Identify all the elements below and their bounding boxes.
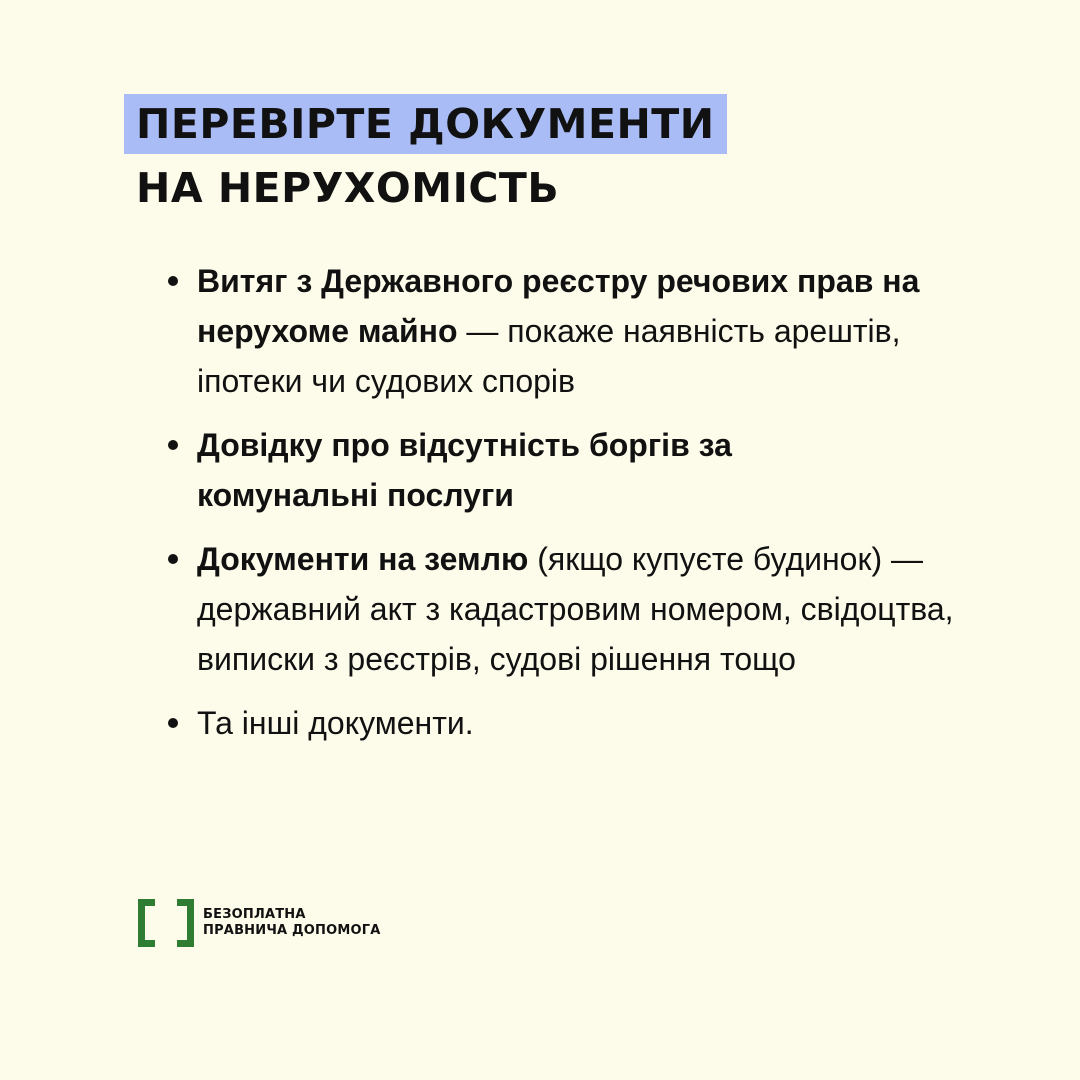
bullet-icon [168,276,178,286]
bullet-icon [168,718,178,728]
list-item [166,256,966,406]
page-title [124,94,727,218]
left-bracket-icon [138,899,155,947]
list-item-bold: Витяг з Державного реєстру речових прав на нерухоме майно [197,263,920,349]
list-item-text: Та інші документи. [197,705,474,741]
title-line-2: НА НЕРУХОМІСТЬ [136,164,560,212]
logo [138,899,381,947]
logo-text [203,907,381,939]
list-item [166,420,966,520]
title-line-1: ПЕРЕВІРТЕ ДОКУМЕНТИ [124,94,727,154]
logo-text-line-1: БЕЗОПЛАТНА [203,907,306,922]
logo-text-line-2: ПРАВНИЧА ДОПОМОГА [203,923,381,938]
bullet-icon [168,554,178,564]
list-item-bold: Документи на землю [197,541,529,577]
list-item [166,534,966,684]
list-item-bold: Довідку про відсутність боргів за комунальні послуги [197,427,732,513]
bullet-icon [168,440,178,450]
right-bracket-icon [177,899,194,947]
list-item-text: — покаже наявність арештів, іпотеки чи судових спорів [197,313,901,399]
document-list [166,256,966,762]
list-item [166,698,966,748]
list-item-text: (якщо купуєте будинок) — державний акт з кадастровим номером, свідоцтва, виписки з реєстрів, судові рішення тощо [197,541,954,677]
bracket-logo-icon [138,899,194,947]
